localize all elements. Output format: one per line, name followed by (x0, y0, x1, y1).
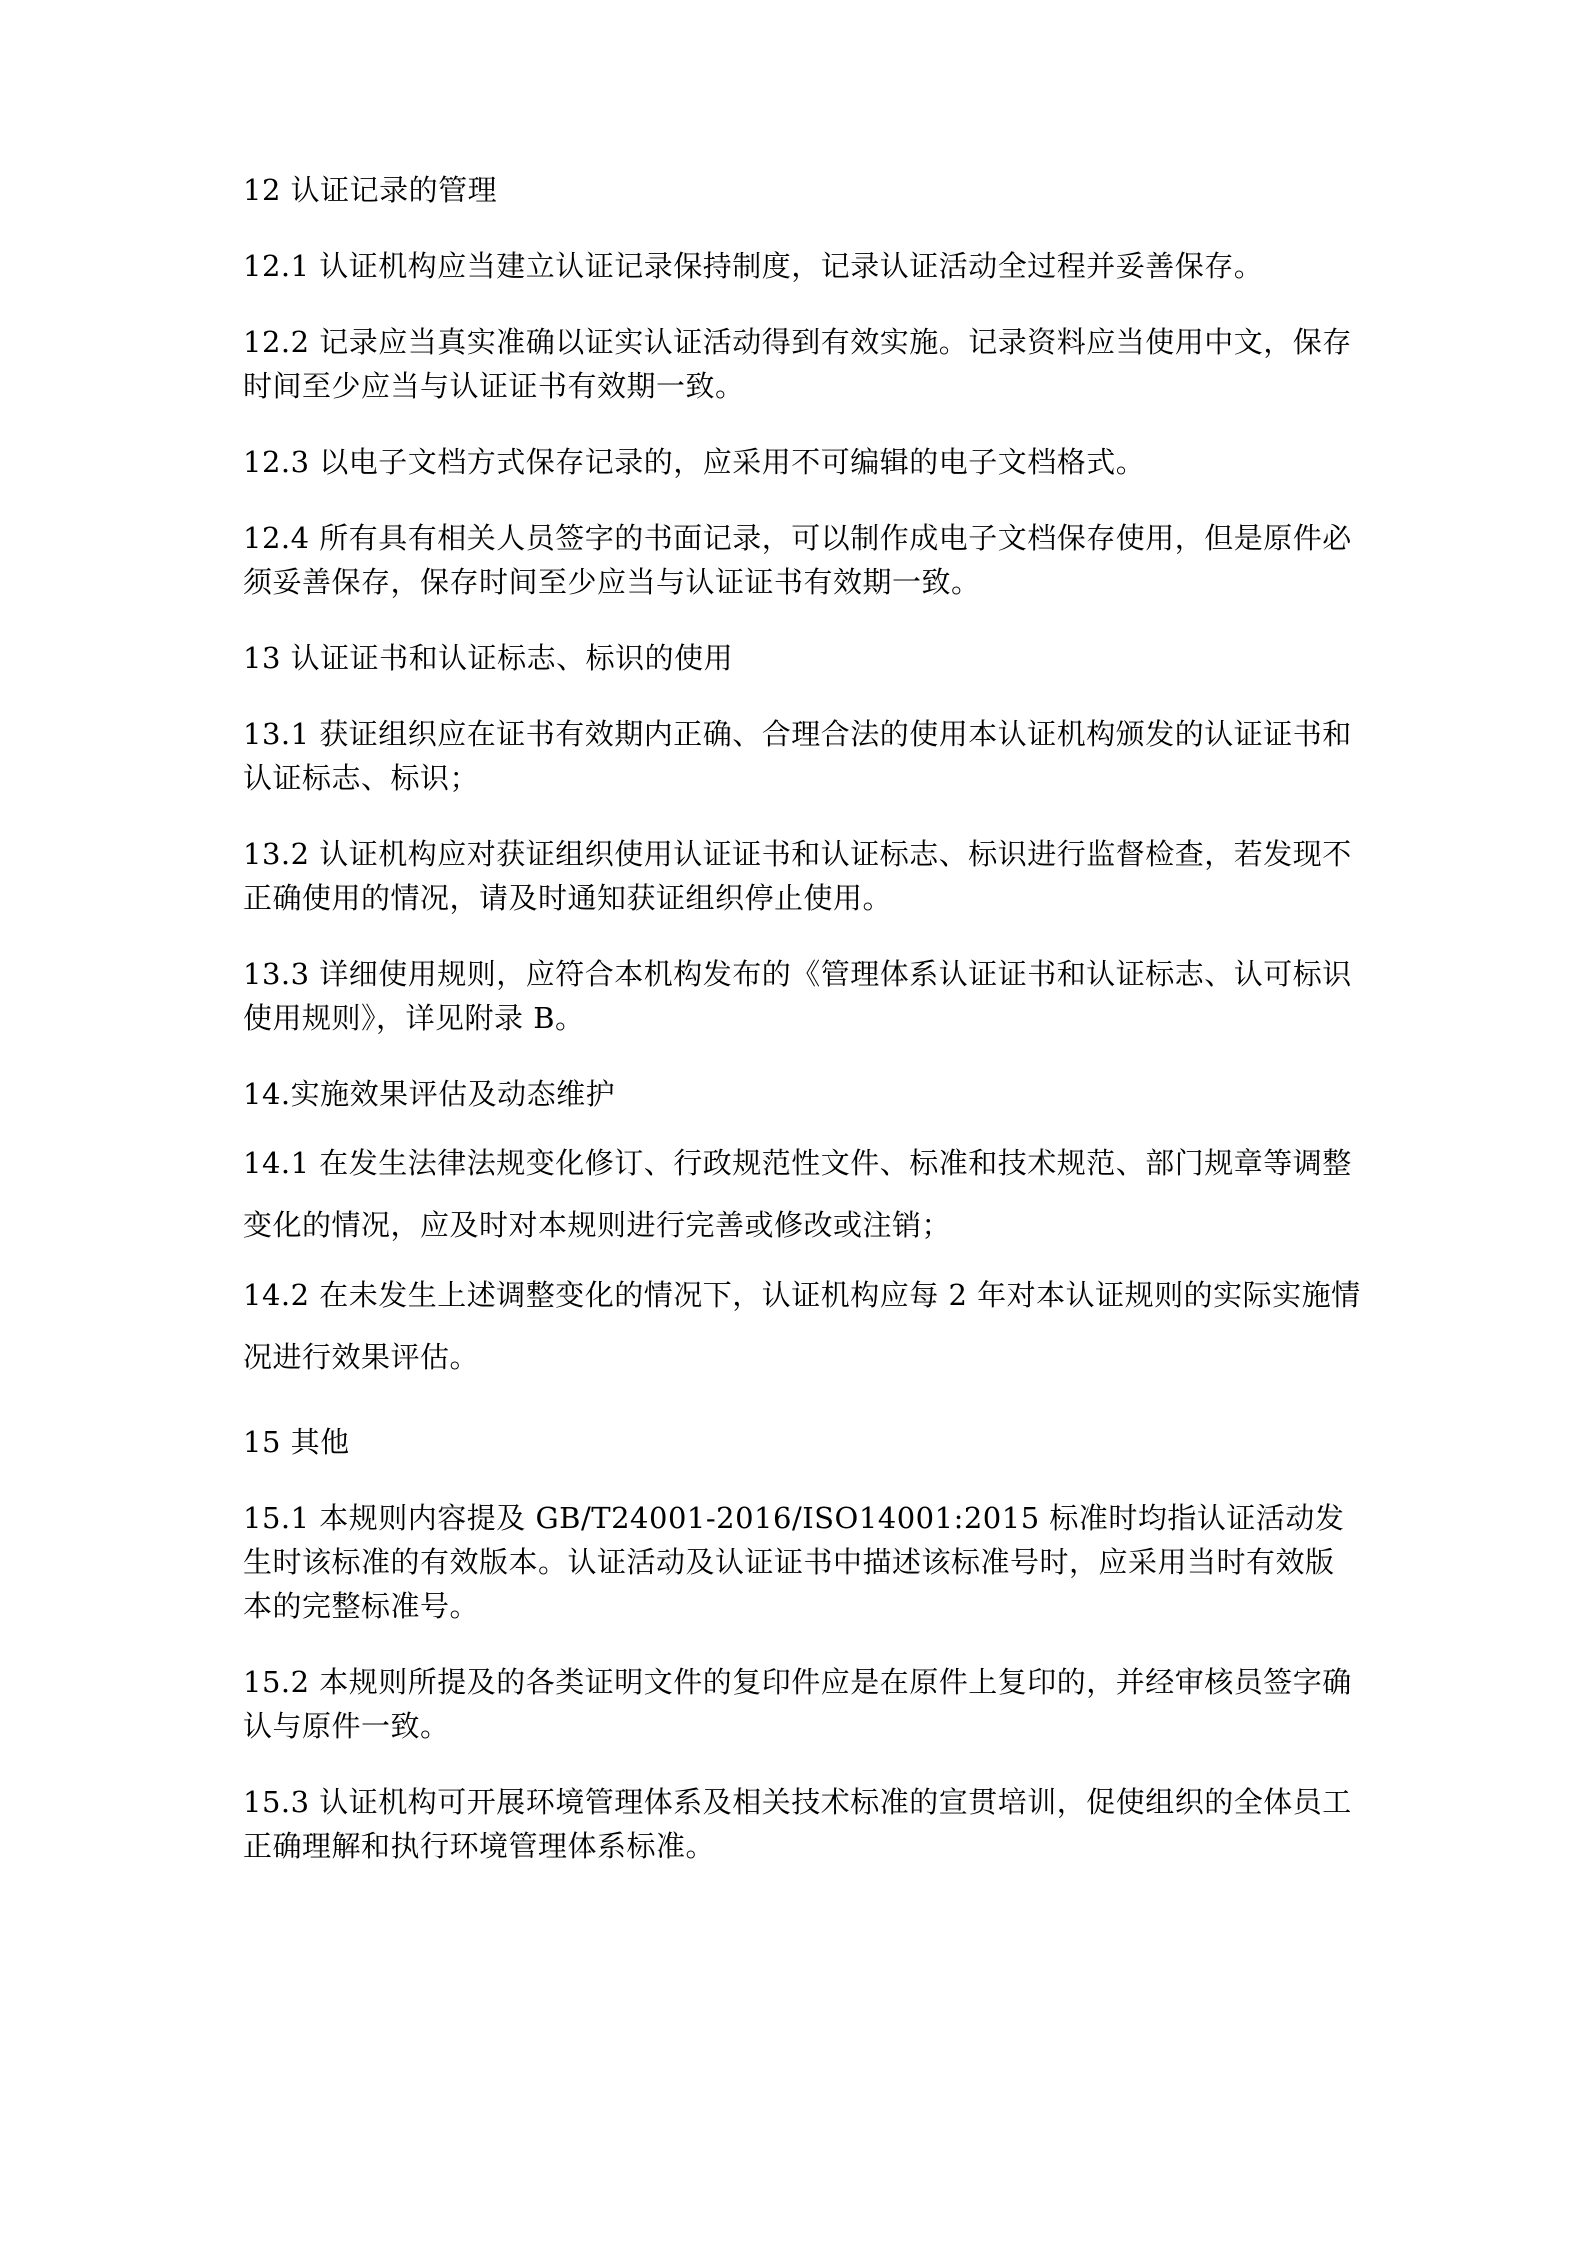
clause-12-1: 12.1 认证机构应当建立认证记录保持制度，记录认证活动全过程并妥善保存。 (243, 249, 1264, 283)
section-heading-15: 15 其他 (243, 1425, 350, 1459)
clause-15-1: 15.1 本规则内容提及 GB/T24001-2016/ISO14001:2015 标准时均指认证活动发生时该标准的有效版本。认证活动及认证证书中描述该标准号时，应采用当时有效版本的完整标准号。 (243, 1501, 1345, 1623)
clause-13-2: 13.2 认证机构应对获证组织使用认证证书和认证标志、标识进行监督检查，若发现不正确使用的情况，请及时通知获证组织停止使用。 (243, 837, 1352, 915)
clause-15-2: 15.2 本规则所提及的各类证明文件的复印件应是在原件上复印的，并经审核员签字确认与原件一致。 (243, 1665, 1352, 1743)
clause-13-1: 13.1 获证组织应在证书有效期内正确、合理合法的使用本认证机构颁发的认证证书和认证标志、标识； (243, 717, 1352, 795)
section-heading-13: 13 认证证书和认证标志、标识的使用 (243, 641, 734, 675)
clause-12-4: 12.4 所有具有相关人员签字的书面记录，可以制作成电子文档保存使用，但是原件必须妥善保存，保存时间至少应当与认证证书有效期一致。 (243, 521, 1352, 599)
clause-14-2: 14.2 在未发生上述调整变化的情况下，认证机构应每 2 年对本认证规则的实际实施情况进行效果评估。 (243, 1278, 1361, 1374)
clause-12-2: 12.2 记录应当真实准确以证实认证活动得到有效实施。记录资料应当使用中文，保存时间至少应当与认证证书有效期一致。 (243, 325, 1352, 403)
section-heading-14: 14.实施效果评估及动态维护 (243, 1077, 616, 1111)
document-body (243, 168, 1363, 1900)
clause-12-3: 12.3 以电子文档方式保存记录的，应采用不可编辑的电子文档格式。 (243, 445, 1146, 479)
clause-15-3: 15.3 认证机构可开展环境管理体系及相关技术标准的宣贯培训，促使组织的全体员工正确理解和执行环境管理体系标准。 (243, 1785, 1352, 1863)
clause-14-1: 14.1 在发生法律法规变化修订、行政规范性文件、标准和技术规范、部门规章等调整变化的情况，应及时对本规则进行完善或修改或注销； (243, 1146, 1352, 1242)
section-heading-12: 12 认证记录的管理 (243, 173, 498, 207)
clause-13-3: 13.3 详细使用规则，应符合本机构发布的《管理体系认证证书和认证标志、认可标识使用规则》，详见附录 B。 (243, 957, 1352, 1035)
